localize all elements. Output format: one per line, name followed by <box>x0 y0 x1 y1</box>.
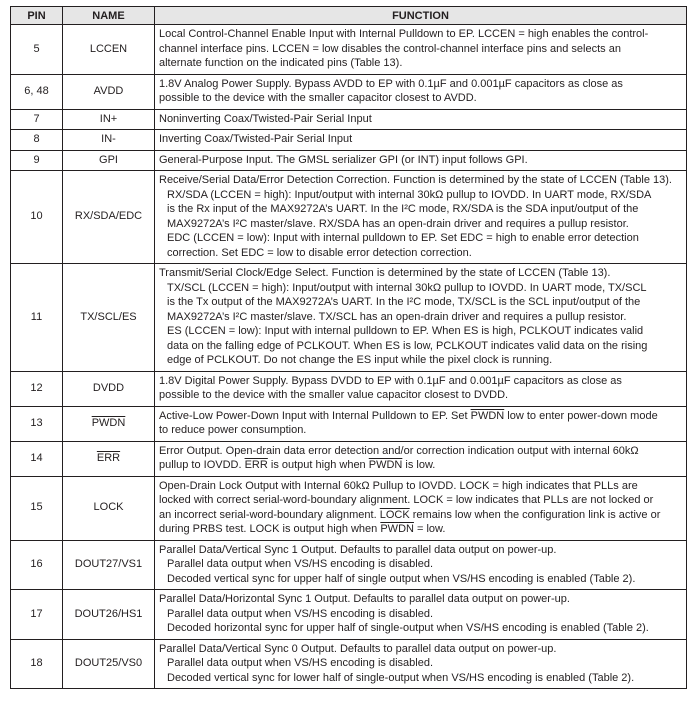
header-pin: PIN <box>11 7 63 25</box>
pin-number: 18 <box>11 639 63 689</box>
pin-name <box>63 130 155 151</box>
pin-name <box>63 150 155 171</box>
function-text-line: an incorrect serial-word-boundary alignment. LOCK remains low when the configuration link is active or <box>159 508 661 521</box>
function-text-line: data on the falling edge of PCLKOUT. When ES is low, PCLKOUT indicates valid data on the rising <box>167 339 648 352</box>
function-text-line: Active-Low Power-Down Input with Internal Pulldown to EP. Set PWDN low to enter power-down mode <box>159 409 658 422</box>
pin-number: 17 <box>11 590 63 640</box>
pin-name <box>63 476 155 540</box>
pin-name-text: DOUT26/HS1 <box>74 607 143 620</box>
function-text-line: is the Rx input of the MAX9272A’s UART. In the I²C mode, RX/SDA is the SDA input/output of the <box>167 203 639 215</box>
table-row <box>11 371 687 406</box>
pin-function <box>155 264 687 372</box>
table-row <box>11 540 687 590</box>
pin-number: 8 <box>11 130 63 151</box>
function-text-line: Parallel data output when VS/HS encoding is disabled. <box>167 657 434 669</box>
function-text-line: Open-Drain Lock Output with Internal 60kΩ Pullup to IOVDD. LOCK = high indicates that PLLs are <box>159 479 638 492</box>
pin-name <box>63 264 155 372</box>
table-row <box>11 476 687 540</box>
pin-number: 10 <box>11 171 63 264</box>
pin-name <box>63 109 155 130</box>
function-text-line: channel interface pins. LCCEN = low disables the control-channel interface pins and selects an <box>159 42 621 55</box>
pin-function <box>155 476 687 540</box>
function-text-line: Local Control-Channel Enable Input with Internal Pulldown to EP. LCCEN = high enables the control- <box>159 28 649 40</box>
pin-function <box>155 130 687 151</box>
function-text-line: EDC (LCCEN = low): Input with internal pulldown to EP. Set EDC = high to enable error detection <box>167 232 639 244</box>
pin-name-text: DOUT27/VS1 <box>74 558 143 570</box>
pin-name <box>63 540 155 590</box>
function-text-line: 1.8V Analog Power Supply. Bypass AVDD to EP with 0.1µF and 0.001µF capacitors as close as <box>159 77 623 90</box>
pin-name-text: PWDN <box>91 416 126 429</box>
function-text-line: alternate function on the indicated pins (Table 13). <box>159 57 403 69</box>
function-text-line: General-Purpose Input. The GMSL serializer GPI (or INT) input follows GPI. <box>159 153 528 166</box>
pin-name-text: DOUT25/VS0 <box>74 657 143 669</box>
table-row <box>11 171 687 264</box>
pin-description-table <box>10 6 687 689</box>
table-body <box>11 25 687 689</box>
pin-name <box>63 441 155 476</box>
pin-name-text: IN+ <box>99 112 118 125</box>
function-text-line: Transmit/Serial Clock/Edge Select. Function is determined by the state of LCCEN (Table 13). <box>159 267 611 279</box>
pin-name-text: AVDD <box>93 84 124 97</box>
pin-function <box>155 109 687 130</box>
function-text-line: Parallel Data/Horizontal Sync 1 Output. Defaults to parallel data output on power-up. <box>159 593 570 605</box>
pin-name <box>63 371 155 406</box>
function-text-line: Noninverting Coax/Twisted-Pair Serial Input <box>159 112 372 125</box>
pin-name <box>63 590 155 640</box>
function-text-line: Parallel Data/Vertical Sync 1 Output. Defaults to parallel data output on power-up. <box>159 543 557 556</box>
function-text-line: is the Tx output of the MAX9272A’s UART. In the I²C mode, TX/SCL is the SCL input/output of the <box>167 296 641 308</box>
pin-number: 15 <box>11 476 63 540</box>
function-text-line: Parallel data output when VS/HS encoding is disabled. <box>167 558 434 570</box>
pin-name-text: LOCK <box>93 501 124 514</box>
table-row <box>11 25 687 75</box>
function-text-line: ES (LCCEN = low): Input with internal pulldown to EP. When ES is high, PCLKOUT indicates valid <box>167 325 644 337</box>
pin-function <box>155 371 687 406</box>
function-text-line: edge of PCLKOUT. Do not change the ES input while the pixel clock is running. <box>167 354 553 366</box>
pin-number: 14 <box>11 441 63 476</box>
function-text-line: Parallel Data/Vertical Sync 0 Output. Defaults to parallel data output on power-up. <box>159 642 557 655</box>
pin-name <box>63 639 155 689</box>
pin-number: 11 <box>11 264 63 372</box>
pin-number: 5 <box>11 25 63 75</box>
pin-name <box>63 74 155 109</box>
pin-name <box>63 25 155 75</box>
table-row <box>11 130 687 151</box>
pin-function <box>155 540 687 590</box>
pin-function <box>155 406 687 441</box>
table-row <box>11 441 687 476</box>
pin-name-text: $\overline{ERR}$ <box>96 451 121 464</box>
function-text-line: locked with correct serial-word-boundary alignment. LOCK = low indicates that PLLs are not locked or <box>159 494 654 506</box>
header-function: FUNCTION <box>155 7 687 25</box>
pin-function <box>155 590 687 640</box>
function-text-line: pullup to IOVDD. $\overline{ERR}$ is output high when PWDN is low. <box>159 459 436 471</box>
pin-function <box>155 150 687 171</box>
function-text-line: MAX9272A’s I²C master/slave. RX/SDA has an open-drain driver and requires a pullup resistor. <box>167 217 629 230</box>
header-row <box>11 7 687 25</box>
pin-name <box>63 171 155 264</box>
pin-name-text: IN- <box>101 133 116 145</box>
table-row <box>11 109 687 130</box>
function-text-line: Decoded vertical sync for lower half of single-output when VS/HS encoding is enabled (Table 2). <box>167 671 635 684</box>
pin-number: 12 <box>11 371 63 406</box>
pin-function <box>155 25 687 75</box>
pin-number: 6, 48 <box>11 74 63 109</box>
pin-name-text: RX/SDA/EDC <box>74 210 143 223</box>
header-name: NAME <box>63 7 155 25</box>
table-row <box>11 590 687 640</box>
table-row <box>11 150 687 171</box>
function-text-line: Inverting Coax/Twisted-Pair Serial Input <box>159 133 353 145</box>
function-text-line: Receive/Serial Data/Error Detection Correction. Function is determined by the state of LCCEN (Table 13). <box>159 174 672 186</box>
pin-number: 13 <box>11 406 63 441</box>
function-text-line: possible to the device with the smaller capacitor closest to AVDD. <box>159 92 477 104</box>
function-text-line: correction. Set EDC = low to disable error detection correction. <box>167 246 472 259</box>
pin-function <box>155 74 687 109</box>
pin-name-text: TX/SCL/ES <box>80 310 137 323</box>
function-text-line: Decoded vertical sync for upper half of single output when VS/HS encoding is enabled (Table 2). <box>167 572 636 585</box>
function-text-line: 1.8V Digital Power Supply. Bypass DVDD to EP with 0.1µF and 0.001µF capacitors as close as <box>159 374 622 387</box>
function-text-line: during PRBS test. LOCK is output high when PWDN = low. <box>159 523 446 535</box>
function-text-line: Parallel data output when VS/HS encoding is disabled. <box>167 607 434 620</box>
table-row <box>11 406 687 441</box>
pin-name-text: DVDD <box>92 381 125 394</box>
pin-function <box>155 441 687 476</box>
pin-name <box>63 406 155 441</box>
function-text-line: MAX9272A’s I²C master/slave. TX/SCL has an open-drain driver and requires a pullup resistor. <box>167 310 627 323</box>
pin-number: 16 <box>11 540 63 590</box>
pin-function <box>155 171 687 264</box>
function-text-line: RX/SDA (LCCEN = high): Input/output with internal 30kΩ pullup to IOVDD. In UART mode, RX/SDA <box>167 188 652 201</box>
pin-name-text: LCCEN <box>89 42 128 55</box>
function-text-line: to reduce power consumption. <box>159 424 307 436</box>
pin-name-text: GPI <box>99 153 118 166</box>
function-text-line: Decoded horizontal sync for upper half of single-output when VS/HS encoding is enabled (Table 2). <box>167 622 649 634</box>
function-text-line: Error Output. Open-drain data error detection and/or correction indication output with internal 60kΩ <box>159 444 639 457</box>
function-text-line: possible to the device with the smaller value capacitor closest to DVDD. <box>159 389 509 401</box>
pin-function <box>155 639 687 689</box>
pin-number: 7 <box>11 109 63 130</box>
table-row <box>11 639 687 689</box>
pin-number: 9 <box>11 150 63 171</box>
table-row <box>11 74 687 109</box>
function-text-line: TX/SCL (LCCEN = high): Input/output with internal 30kΩ pullup to IOVDD. In UART mode, TX/SCL <box>167 281 647 294</box>
table-header <box>11 7 687 25</box>
table-row <box>11 264 687 372</box>
